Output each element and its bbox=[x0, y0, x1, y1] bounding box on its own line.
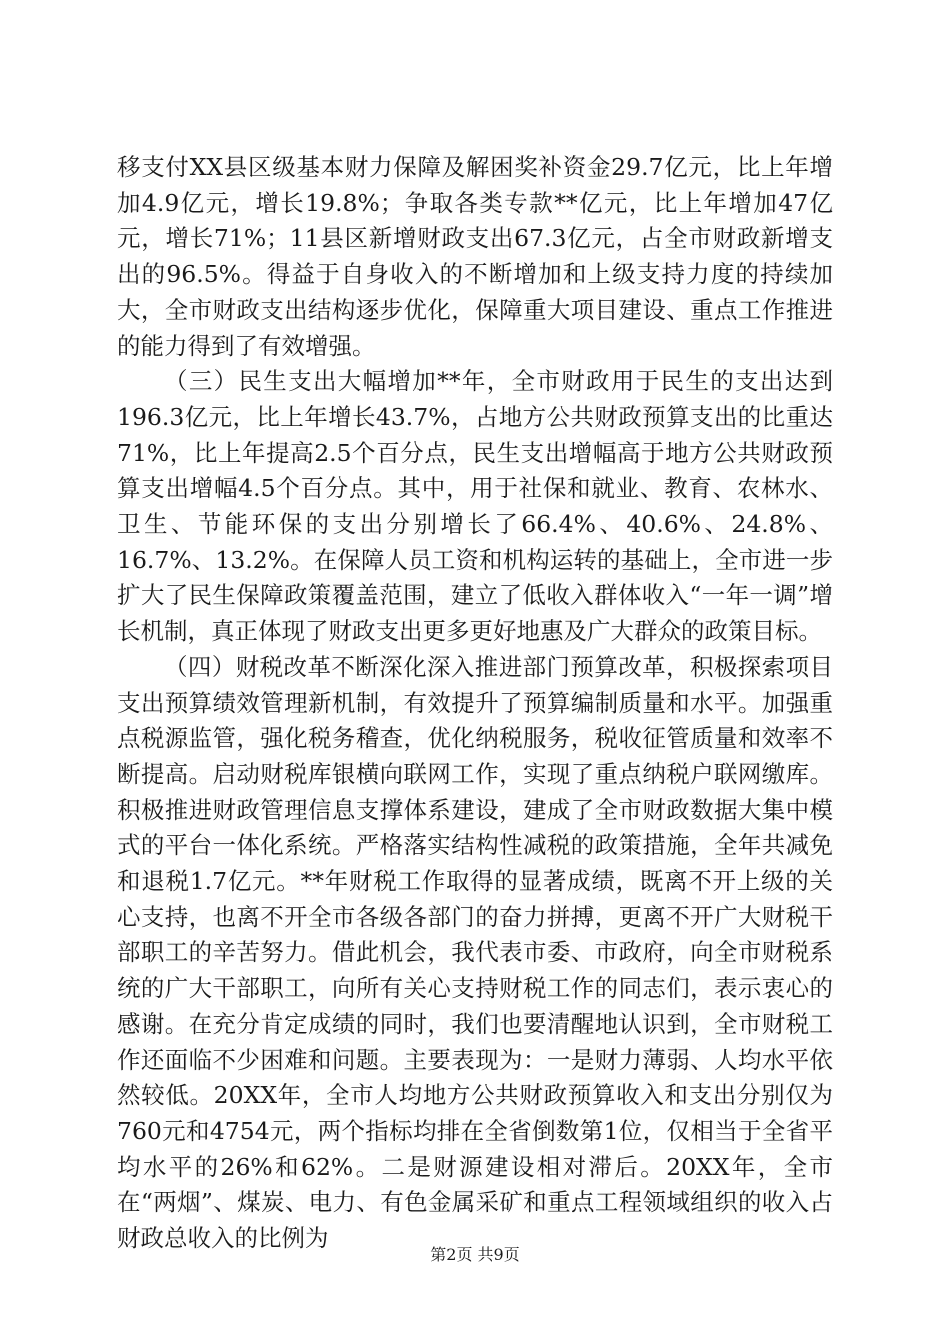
document-body bbox=[117, 150, 833, 1257]
paragraph-continued: 移支付XX县区级基本财力保障及解困奖补资金29.7亿元，比上年增加4.9亿元，增长19.8%；争取各类专款**亿元，比上年增加47亿元，增长71%；11县区新增财政支出67.3亿元，占全市财政新增支出的96.5%。得益于自身收入的不断增加和上级支持力度的持续加大，全市财政支出结构逐步优化，保障重大项目建设、重点工作推进的能力得到了有效增强。 bbox=[117, 153, 833, 360]
paragraph-section-3: （三）民生支出大幅增加**年，全市财政用于民生的支出达到196.3亿元，比上年增长43.7%，占地方公共财政预算支出的比重达71%，比上年提高2.5个百分点，民生支出增幅高于地方公共财政预算支出增幅4.5个百分点。其中，用于社保和就业、教育、农林水、卫生、节能环保的支出分别增长了66.4%、40.6%、24.8%、16.7%、13.2%。在保障人员工资和机构运转的基础上，全市进一步扩大了民生保障政策覆盖范围，建立了低收入群体收入“一年一调”增长机制，真正体现了财政支出更多更好地惠及广大群众的政策目标。 bbox=[117, 367, 833, 646]
paragraph-section-4: （四）财税改革不断深化深入推进部门预算改革，积极探索项目支出预算绩效管理新机制，有效提升了预算编制质量和水平。加强重点税源监管，强化税务稽查，优化纳税服务，税收征管质量和效率不断提高。启动财税库银横向联网工作，实现了重点纳税户联网缴库。积极推进财政管理信息支撑体系建设，建成了全市财政数据大集中模式的平台一体化系统。严格落实结构性减税的政策措施，全年共减免和退税1.7亿元。**年财税工作取得的显著成绩，既离不开上级的关心支持，也离不开全市各级各部门的奋力拼搏，更离不开广大财税干部职工的辛苦努力。借此机会，我代表市委、市政府，向全市财税系统的广大干部职工，向所有关心支持财税工作的同志们，表示衷心的感谢。在充分肯定成绩的同时，我们也要清醒地认识到，全市财税工作还面临不少困难和问题。主要表现为：一是财力薄弱、人均水平依然较低。20XX年，全市人均地方公共财政预算收入和支出分别仅为760元和4754元，两个指标均排在全省倒数第1位，仅相当于全省平均水平的26%和62%。二是财源建设相对滞后。20XX年，全市在“两烟”、煤炭、电力、有色金属采矿和重点工程领域组织的收入占财政总收入的比例为 bbox=[117, 652, 833, 1253]
page-number-footer: 第2页 共9页 bbox=[430, 1245, 520, 1264]
